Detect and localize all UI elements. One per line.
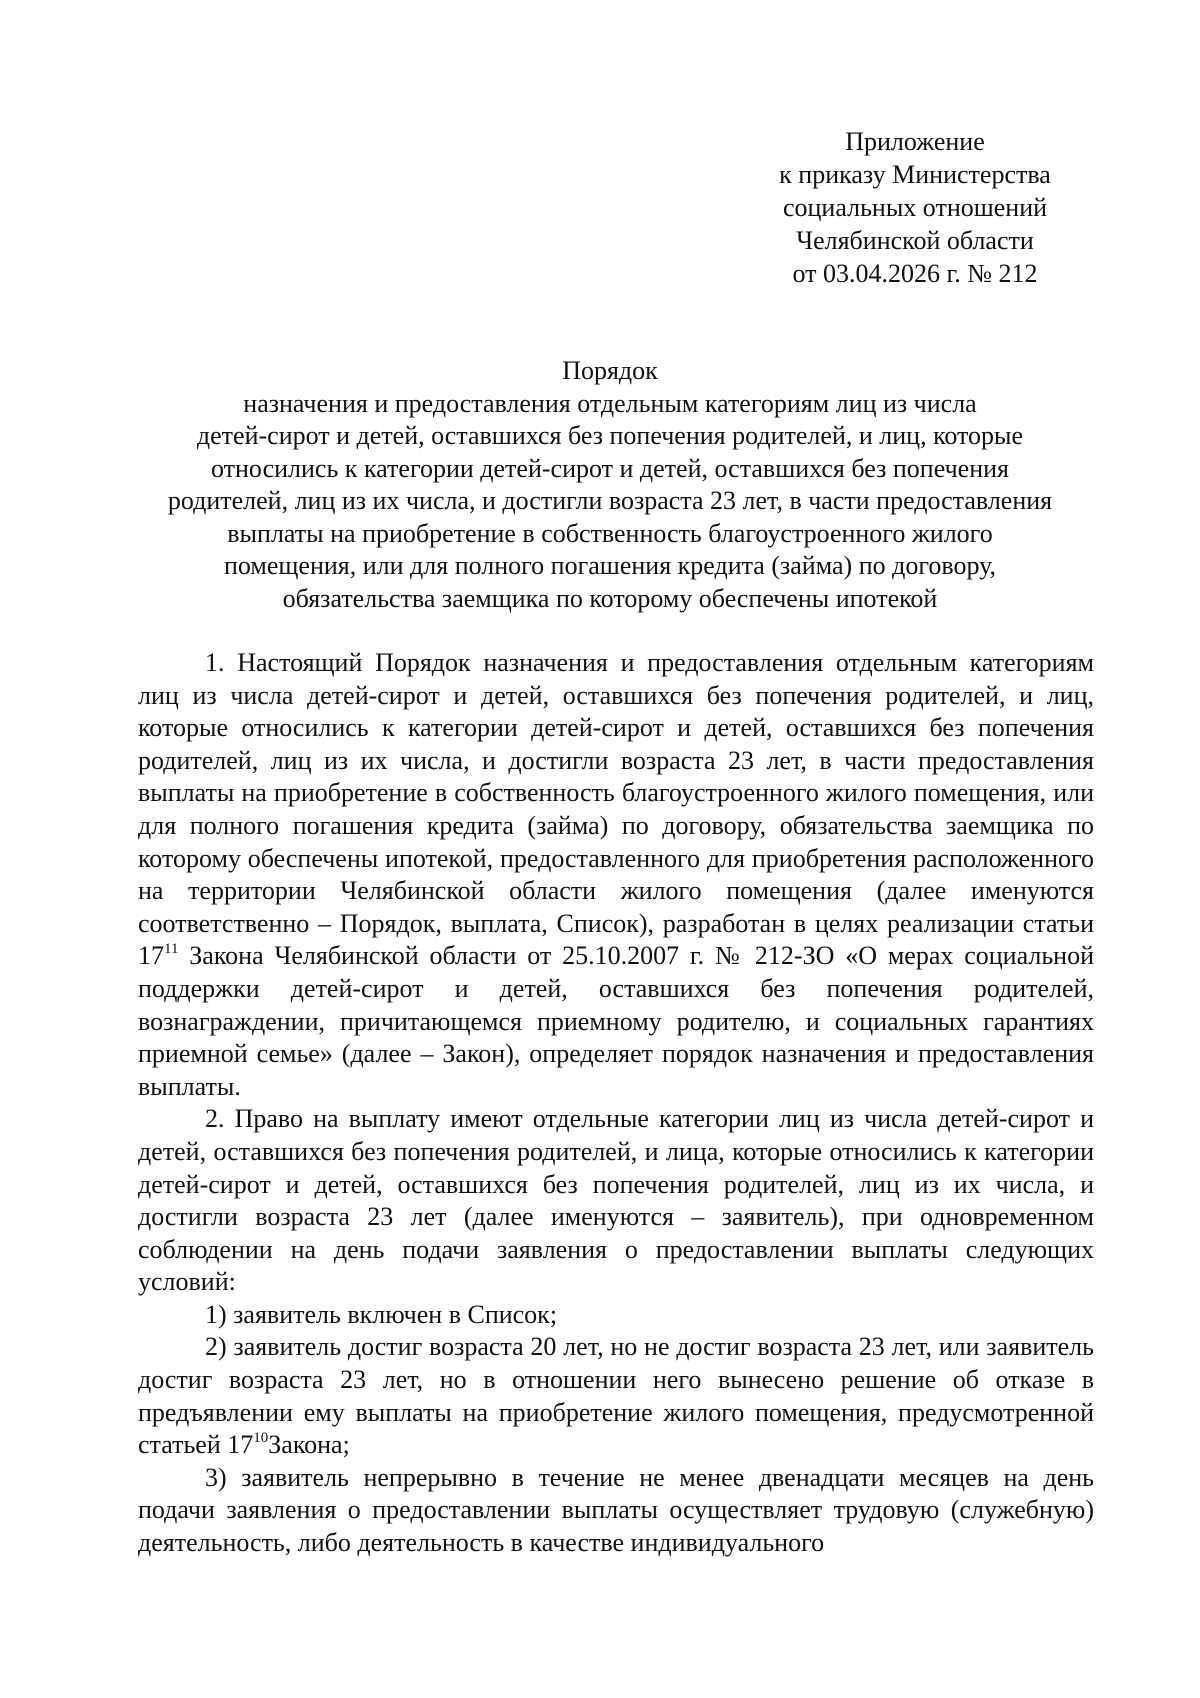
paragraph-1-text: 1. Настоящий Порядок назначения и предоставления отдельным категориям лиц из числа детей-сирот и детей, оставшихся без попечения родителей, и лиц, которые относились к категории детей-сирот и детей, оставшихся без попечения родителей, лиц из их числа, и достигли возраста 23 лет, в части предоставления выплаты на приобретение в собственность благоустроенного жилого помещения, или для полного погашения кредита (займа) по договору, обязательства заемщика по которому обеспечены ипотекой, предоставленного для приобретения расположенного на территории Челябинской области жилого помещения (далее именуются соответственно – Порядок, выплата, Список), разработан в целях реализации статьи 17 bbox=[138, 648, 1094, 971]
approval-line-3: социальных отношений bbox=[782, 193, 1048, 222]
document-body bbox=[138, 647, 1094, 1560]
paragraph-2: 2. Право на выплату имеют отдельные категории лиц из числа детей-сирот и детей, оставшихся без попечения родителей, и лица, которые относились к категории детей-сирот и детей, оставшихся без попечения родителей, лиц из их числа, и достигли возраста 23 лет (далее именуются – заявитель), при одновременном соблюдении на день подачи заявления о предоставлении выплаты следующих условий: bbox=[138, 1104, 1094, 1297]
title-line: детей-сирот и детей, оставшихся без попечения родителей, и лиц, которые bbox=[196, 421, 1024, 450]
list-item-2-text: 2) заявитель достиг возраста 20 лет, но не достиг возраста 23 лет, или заявитель достиг возраста 23 лет, но в отношении него вынесено решение об отказе в предъявлении ему выплаты на приобретение жилого помещения, предусмотренной статьей 17 bbox=[138, 1332, 1094, 1460]
title-line: относились к категории детей-сирот и детей, оставшихся без попечения bbox=[210, 453, 1010, 483]
title-line: обязательства заемщика по которому обеспечены ипотекой bbox=[282, 583, 938, 613]
approval-stamp-block bbox=[735, 125, 1095, 290]
title-line: родителей, лиц из их числа, и достигли возраста 23 лет, в части предоставления bbox=[167, 486, 1053, 515]
document-title bbox=[130, 355, 1090, 615]
list-item-2-text-cont: Закона; bbox=[268, 1430, 350, 1460]
list-item-1: 1) заявитель включен в Список; bbox=[205, 1299, 558, 1329]
approval-line-5: от 03.04.2026 г. № 212 bbox=[792, 259, 1038, 288]
article-superscript: 11 bbox=[164, 941, 179, 958]
approval-line-1: Приложение bbox=[845, 127, 985, 156]
title-heading: Порядок bbox=[562, 356, 658, 385]
title-line: выплаты на приобретение в собственность благоустроенного жилого bbox=[227, 518, 993, 548]
list-item-3: 3) заявитель непрерывно в течение не менее двенадцати месяцев на день подачи заявления о предоставлении выплаты осуществляет трудовую (служебную) деятельность, либо деятельность в качестве индивидуального bbox=[138, 1462, 1094, 1558]
paragraph-1-text-cont: Закона Челябинской области от 25.10.2007 г. № 212-ЗО «О мерах социальной поддержки детей-сирот и детей, оставшихся без попечения родителей, вознаграждении, причитающемся приемному родителю, и социальных гарантиях приемной семье» (далее – Закон), определяет порядок назначения и предоставления выплаты. bbox=[138, 941, 1094, 1101]
approval-line-4: Челябинской области bbox=[796, 226, 1034, 255]
title-line: назначения и предоставления отдельным категориям лиц из числа bbox=[243, 388, 977, 418]
article-superscript: 10 bbox=[253, 1430, 269, 1447]
list-item-2 bbox=[138, 1331, 1094, 1461]
title-line: помещения, или для полного погашения кредита (займа) по договору, bbox=[223, 551, 997, 580]
paragraph-1 bbox=[138, 647, 1094, 1103]
approval-line-2: к приказу Министерства bbox=[779, 160, 1051, 189]
